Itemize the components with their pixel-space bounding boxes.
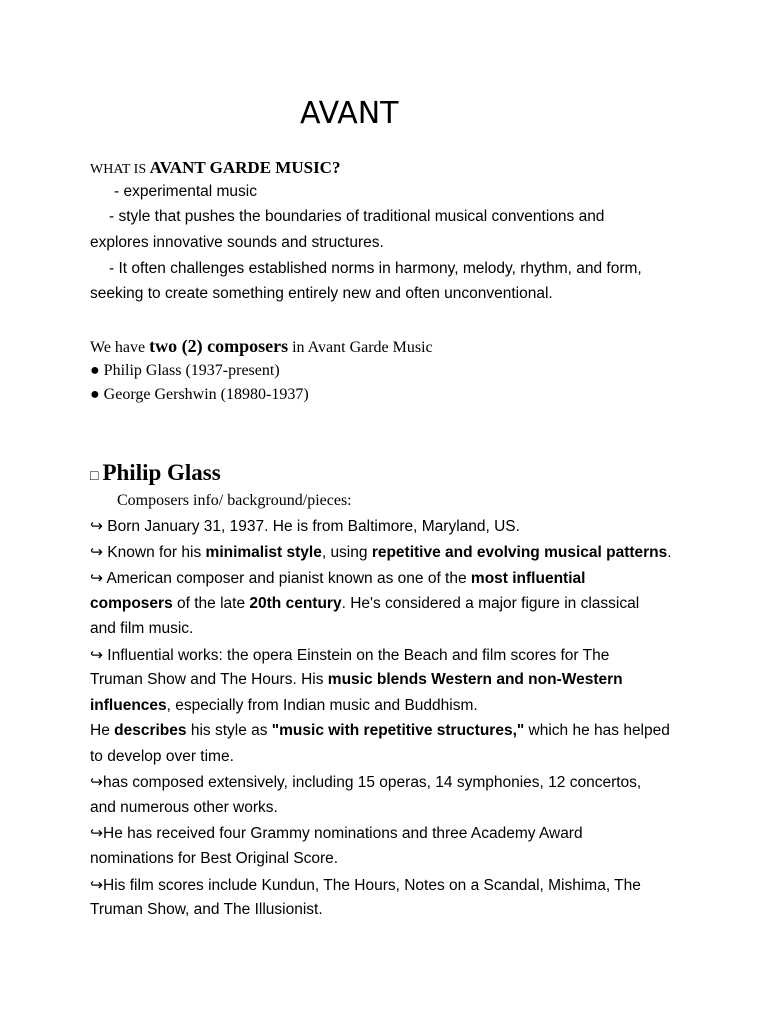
arrow-icon: ↪ — [90, 544, 103, 561]
checkbox-icon: □ — [90, 469, 99, 484]
arrow-icon: ↪ — [90, 825, 103, 842]
definition-2-line-1: - style that pushes the boundaries of traditional musical conventions and — [109, 208, 605, 225]
paragraph-7-line-2: nominations for Best Original Score. — [90, 850, 339, 867]
paragraph-3-line-1: ↪ American composer and pianist known as one of the most influential — [90, 570, 586, 587]
paragraph-7-line-1: ↪He has received four Grammy nominations and three Academy Award — [90, 825, 583, 842]
paragraph-6-line-1: ↪has composed extensively, including 15 operas, 14 symphonies, 12 concertos, — [90, 774, 642, 791]
composer-list-item-1: ● Philip Glass (1937-present) — [90, 362, 280, 379]
definition-2-line-2: explores innovative sounds and structures. — [90, 234, 384, 251]
section-title: Philip Glass — [102, 460, 221, 485]
paragraph-2: ↪ Known for his minimalist style, using repetitive and evolving musical patterns. — [90, 544, 672, 561]
page-title: AVANT — [300, 96, 399, 131]
info-heading: Composers info/ background/pieces: — [117, 492, 352, 509]
arrow-icon: ↪ — [90, 518, 103, 535]
definition-3-line-2: seeking to create something entirely new and often unconventional. — [90, 285, 553, 302]
paragraph-3-line-3: and film music. — [90, 620, 194, 637]
definition-3-line-1: - It often challenges established norms in harmony, melody, rhythm, and form, — [109, 260, 642, 277]
composers-bold: two (2) composers — [149, 336, 289, 356]
composers-intro — [90, 336, 433, 357]
composer-list-item-2: ● George Gershwin (18980-1937) — [90, 386, 309, 403]
what-is-bold: AVANT GARDE MUSIC? — [149, 158, 341, 177]
what-is-prefix: WHAT IS — [90, 162, 150, 177]
arrow-icon: ↪ — [90, 877, 103, 894]
paragraph-1: ↪ Born January 31, 1937. He is from Baltimore, Maryland, US. — [90, 518, 520, 535]
paragraph-5-line-1: He describes his style as "music with repetitive structures," which he has helped — [90, 722, 670, 739]
paragraph-4-line-2: Truman Show and The Hours. His music blends Western and non-Western — [90, 671, 623, 688]
paragraph-4-line-1: ↪ Influential works: the opera Einstein on the Beach and film scores for The — [90, 647, 610, 664]
paragraph-3-line-2: composers of the late 20th century. He's considered a major figure in classical — [90, 595, 640, 612]
definition-1: - experimental music — [114, 183, 257, 200]
composers-prefix: We have — [90, 339, 150, 356]
paragraph-8-line-2: Truman Show, and The Illusionist. — [90, 901, 323, 918]
composers-suffix: in Avant Garde Music — [288, 339, 433, 356]
paragraph-6-line-2: and numerous other works. — [90, 799, 278, 816]
section-heading — [90, 460, 221, 486]
paragraph-8-line-1: ↪His film scores include Kundun, The Hours, Notes on a Scandal, Mishima, The — [90, 877, 641, 894]
arrow-icon: ↪ — [90, 647, 103, 664]
what-is-heading — [90, 158, 340, 178]
arrow-icon: ↪ — [90, 570, 103, 587]
paragraph-5-line-2: to develop over time. — [90, 748, 234, 765]
paragraph-4-line-3: influences, especially from Indian music and Buddhism. — [90, 697, 478, 714]
arrow-icon: ↪ — [90, 774, 103, 791]
